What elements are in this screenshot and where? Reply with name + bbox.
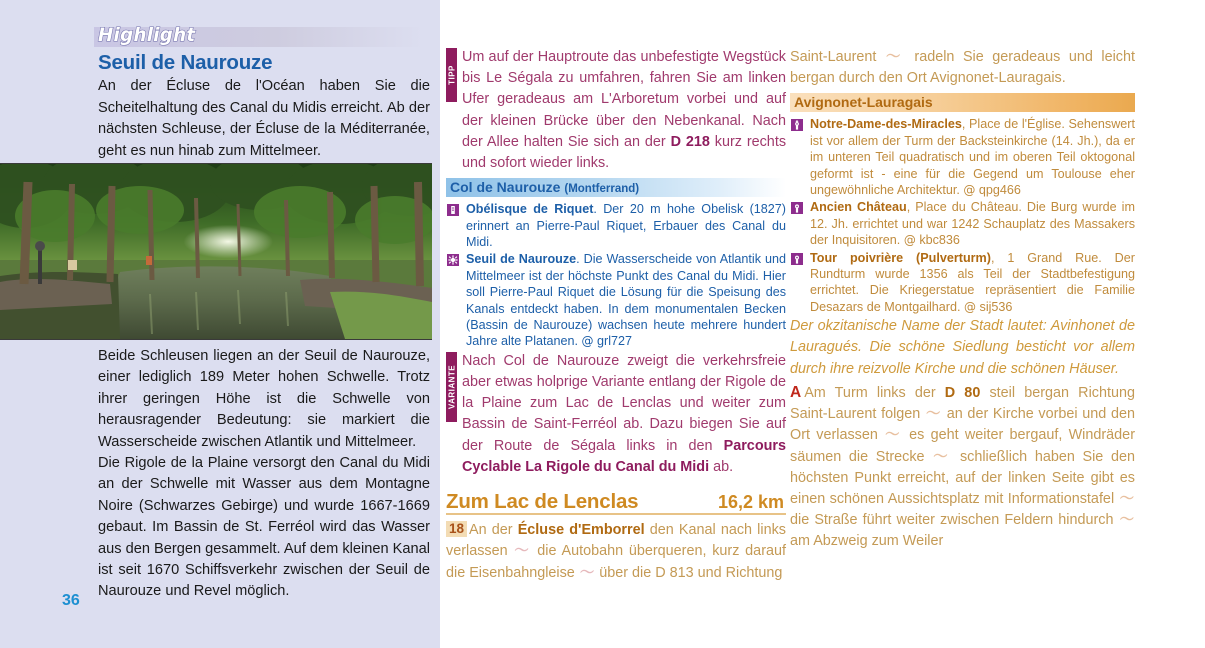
poi-notre-dame-des-miracles — [790, 116, 1135, 198]
poi-desc: . Die Wasserscheide von Atlantik und Mittelmeer ist der höchste Punkt des Canal du Midi. Hier soll Pierre-Paul Riquet die Lösung für die Speisung des Kanals entdeckt haben. In dem monumentalen Becken (Bassin de Naurouze) wachsen heute mehrere hundert Jahre alte Platanen. — [466, 252, 786, 349]
stage-distance: 16,2 km — [717, 492, 784, 513]
poi-text — [466, 201, 786, 250]
route-bottom-seg3: es geht weiter bergauf, Windräder säumen die Strecke — [790, 427, 1135, 465]
occitan-name-note: Der okzitanische Name der Stadt lautet: Avinhonet de Lauragués. Die schöne Siedlung besticht vor allem durch ihre reizvolle Kirche und die schönen Häuser. — [790, 318, 1135, 377]
route-marker-a: A — [790, 383, 802, 401]
poi-code — [964, 300, 1012, 314]
route-top-seg1: Saint-Laurent — [790, 49, 885, 65]
route-text-right-bottom — [790, 382, 1135, 553]
wave-separator-icon: 〜 — [1119, 512, 1134, 529]
highlight-intro-text: An der Écluse de l'Océan haben Sie die Scheitelhaltung des Canal du Midis erreicht. Ab der nächsten Schleuse, der Écluse de la Méditerranée, geht es nun hinab zum Mittelmeer. — [98, 78, 430, 159]
left-paragraph-1: Beide Schleusen liegen an der Seuil de Naurouze, einer lediglich 189 Meter hohen Schwelle. Trotz ihrer geringen Höhe ist die Schwelle von herausragender Bedeutung: sie markiert die Wasserscheide zwischen Atlantik und Mittelmeer. — [98, 348, 430, 450]
route-bottom-seg1-post: steil bergan Richtung Saint-Laurent folgen — [790, 384, 1135, 423]
poi-code — [963, 183, 1021, 197]
stage-heading — [446, 490, 786, 518]
route-text-right-top — [790, 47, 1135, 89]
tipp-text-before: Um auf der Hauptroute das unbefestigte Wegstück bis Le Ségala zu umfahren, fahren Sie am linken Ufer geradeaus am L'Arboretum vorbei und auf der kleinen Brücke über den Nebenkanal. Nach der Allee halten Sie sich an der — [462, 49, 786, 150]
wave-separator-icon: 〜 — [925, 406, 942, 423]
tipp-text — [462, 47, 786, 174]
church-icon — [791, 119, 803, 131]
poi-name: Seuil de Naurouze — [466, 252, 577, 267]
wave-separator-icon: 〜 — [885, 49, 905, 65]
route-seg1-bold: Écluse d'Emborrel — [517, 522, 645, 539]
poi-desc: . Der 20 m hohe Obelisk (1827) erinnert an Pierre-Paul Riquet, Erbauer des Canal du Midi. — [466, 202, 786, 250]
tipp-tab-label: TIPP — [447, 65, 456, 85]
obelisk-icon — [447, 204, 459, 216]
poi-desc: , Place de l'Église. Sehenswert ist vor allem der Turm der Backsteinkirche (14. Jh.), da er im unteren Teil quadratisch und im oberen Teil oktogonal geformt ist - eine für die Gegend um Toulouse eher ungewöhnliche Architektur. — [810, 117, 1135, 198]
wave-separator-icon: 〜 — [579, 564, 595, 581]
route-text-middle — [446, 520, 786, 584]
route-bottom-seg6: am Abzweig zum Weiler — [790, 533, 944, 550]
poi-code-value: sij536 — [979, 299, 1013, 314]
poi-code — [582, 334, 633, 348]
place-header-col-de-naurouze — [446, 178, 786, 197]
variante-text-before: Nach Col de Naurouze zweigt die verkehrsfreie aber etwas holprige Variante entlang der Rigole de la Plaine zum Lac de Lenclas und weiter zum Bassin de Saint-Ferréol ab. Dazu biegen Sie auf der Route de Ségala links in den — [462, 352, 786, 454]
variante-box — [446, 351, 786, 478]
route-bottom-seg4: schließlich haben Sie den höchsten Punkt erreicht, auf der linken Seite gibt es einen schönen Aussichtsplatz mit Informationstafel — [790, 448, 1135, 507]
place-header-name: Avignonet-Lauragais — [794, 94, 933, 111]
variante-text-after: ab. — [709, 458, 734, 475]
sight-star-icon — [447, 254, 459, 266]
route-bottom-seg1-pre: Am Turm links der — [804, 384, 945, 401]
route-seg1-pre: An der — [469, 522, 518, 539]
highlight-title: Seuil de Naurouze — [98, 51, 273, 74]
at-icon: @ — [963, 183, 976, 198]
left-body-text — [98, 346, 430, 603]
route-bottom-road: D 80 — [944, 384, 981, 401]
right-column — [790, 0, 1140, 648]
variante-tab-label: VARIANTE — [447, 364, 456, 410]
poi-name: Tour poivrière (Pulverturm) — [810, 250, 991, 265]
poi-tour-poivriere — [790, 250, 1135, 316]
poi-name: Obélisque de Riquet — [466, 202, 594, 217]
at-icon: @ — [903, 233, 916, 248]
at-icon: @ — [964, 299, 977, 314]
route-seg3: über die D 813 und Richtung — [595, 564, 783, 581]
left-column — [0, 0, 440, 648]
poi-code — [904, 233, 960, 247]
tower-icon-glyph — [791, 253, 803, 265]
tipp-box — [446, 47, 786, 174]
tipp-text-after: kurz rechts und sofort wieder links. — [462, 133, 787, 172]
tower-icon — [791, 253, 803, 265]
route-top-seg2: radeln Sie geradeaus und leicht bergan durch den Ort Avignonet-Lauragais. — [790, 49, 1135, 87]
poi-name: Notre-Dame-des-Miracles — [810, 117, 962, 132]
variante-text — [462, 351, 786, 478]
wave-separator-icon: 〜 — [933, 448, 952, 465]
variante-bold: Parcours Cyclable La Rigole du Canal du Midi — [462, 437, 786, 475]
place-header-name: Col de Naurouze — [450, 179, 561, 196]
place-header-sub: (Montferrand) — [564, 183, 640, 196]
stage-name: Zum Lac de Lenclas — [446, 490, 639, 514]
poi-code-value: kbc836 — [919, 233, 960, 248]
castle-icon-glyph — [791, 202, 803, 214]
poi-desc: , 1 Grand Rue. Der Rundturm wurde 1356 als Teil der Stadtbefestigung errichtet. Die Kriegerstatue repräsentiert die Familie Desazars de Montgailhard. — [810, 250, 1135, 314]
poi-seuil-de-naurouze — [446, 251, 786, 349]
poi-code-value: qpg466 — [978, 183, 1021, 198]
church-icon-glyph — [791, 119, 803, 131]
left-paragraph-2: Die Rigole de la Plaine versorgt den Canal du Midi an der Schwelle mit Wasser aus dem Montagne Noire (Schwarzes Gebirge) und wurde 1667-1669 gebaut. Im Bassin de St. Ferréol wird das Wasser aus den Bergen gesammelt. Auf dem kleinen Kanal ist seit 1670 Schiffsverkehr zwischen der Seuil de Naurouze und Revel möglich. — [98, 455, 430, 600]
tipp-tab — [446, 48, 457, 102]
poi-code-value: grl727 — [597, 334, 633, 349]
canal-photo-illustration — [0, 164, 432, 339]
poi-name: Ancien Château — [810, 200, 907, 215]
wave-separator-icon: 〜 — [885, 427, 902, 444]
route-seg2: die Autobahn überqueren, kurz darauf die Eisenbahngleise — [446, 543, 786, 581]
sight-star-icon-glyph — [447, 254, 459, 266]
poi-text — [810, 116, 1135, 198]
highlight-label: Highlight — [98, 24, 196, 46]
poi-desc: , Place du Château. Die Burg wurde im 12. Jh. errichtet und war 1242 Schauplatz des Massakers der Inquisitoren. — [810, 200, 1135, 248]
route-marker-18: 18 — [446, 521, 467, 537]
place-header-label — [794, 94, 933, 110]
wave-separator-icon: 〜 — [514, 543, 531, 560]
poi-text — [810, 250, 1135, 316]
poi-text — [466, 251, 786, 349]
poi-text — [810, 199, 1135, 248]
wave-separator-icon: 〜 — [1119, 490, 1134, 507]
place-header-label — [450, 179, 639, 195]
page-number: 36 — [62, 592, 80, 609]
castle-icon — [791, 202, 803, 214]
variante-tab — [446, 352, 457, 422]
route-bottom-seg5: die Straße führt weiter zwischen Feldern hindurch — [790, 512, 1119, 529]
poi-ancien-chateau — [790, 199, 1135, 248]
poi-obelisque-de-riquet — [446, 201, 786, 250]
obelisk-icon-glyph — [447, 204, 459, 216]
at-icon: @ — [581, 334, 594, 349]
middle-column — [440, 0, 790, 648]
place-header-avignonet-lauragais — [790, 93, 1135, 112]
route-seg1-post: den Kanal nach links verlassen — [446, 522, 786, 560]
tipp-road: D 218 — [670, 133, 710, 150]
route-bottom-seg2: an der Kirche vorbei und den Ort verlassen — [790, 406, 1135, 444]
canal-photo — [0, 163, 432, 340]
